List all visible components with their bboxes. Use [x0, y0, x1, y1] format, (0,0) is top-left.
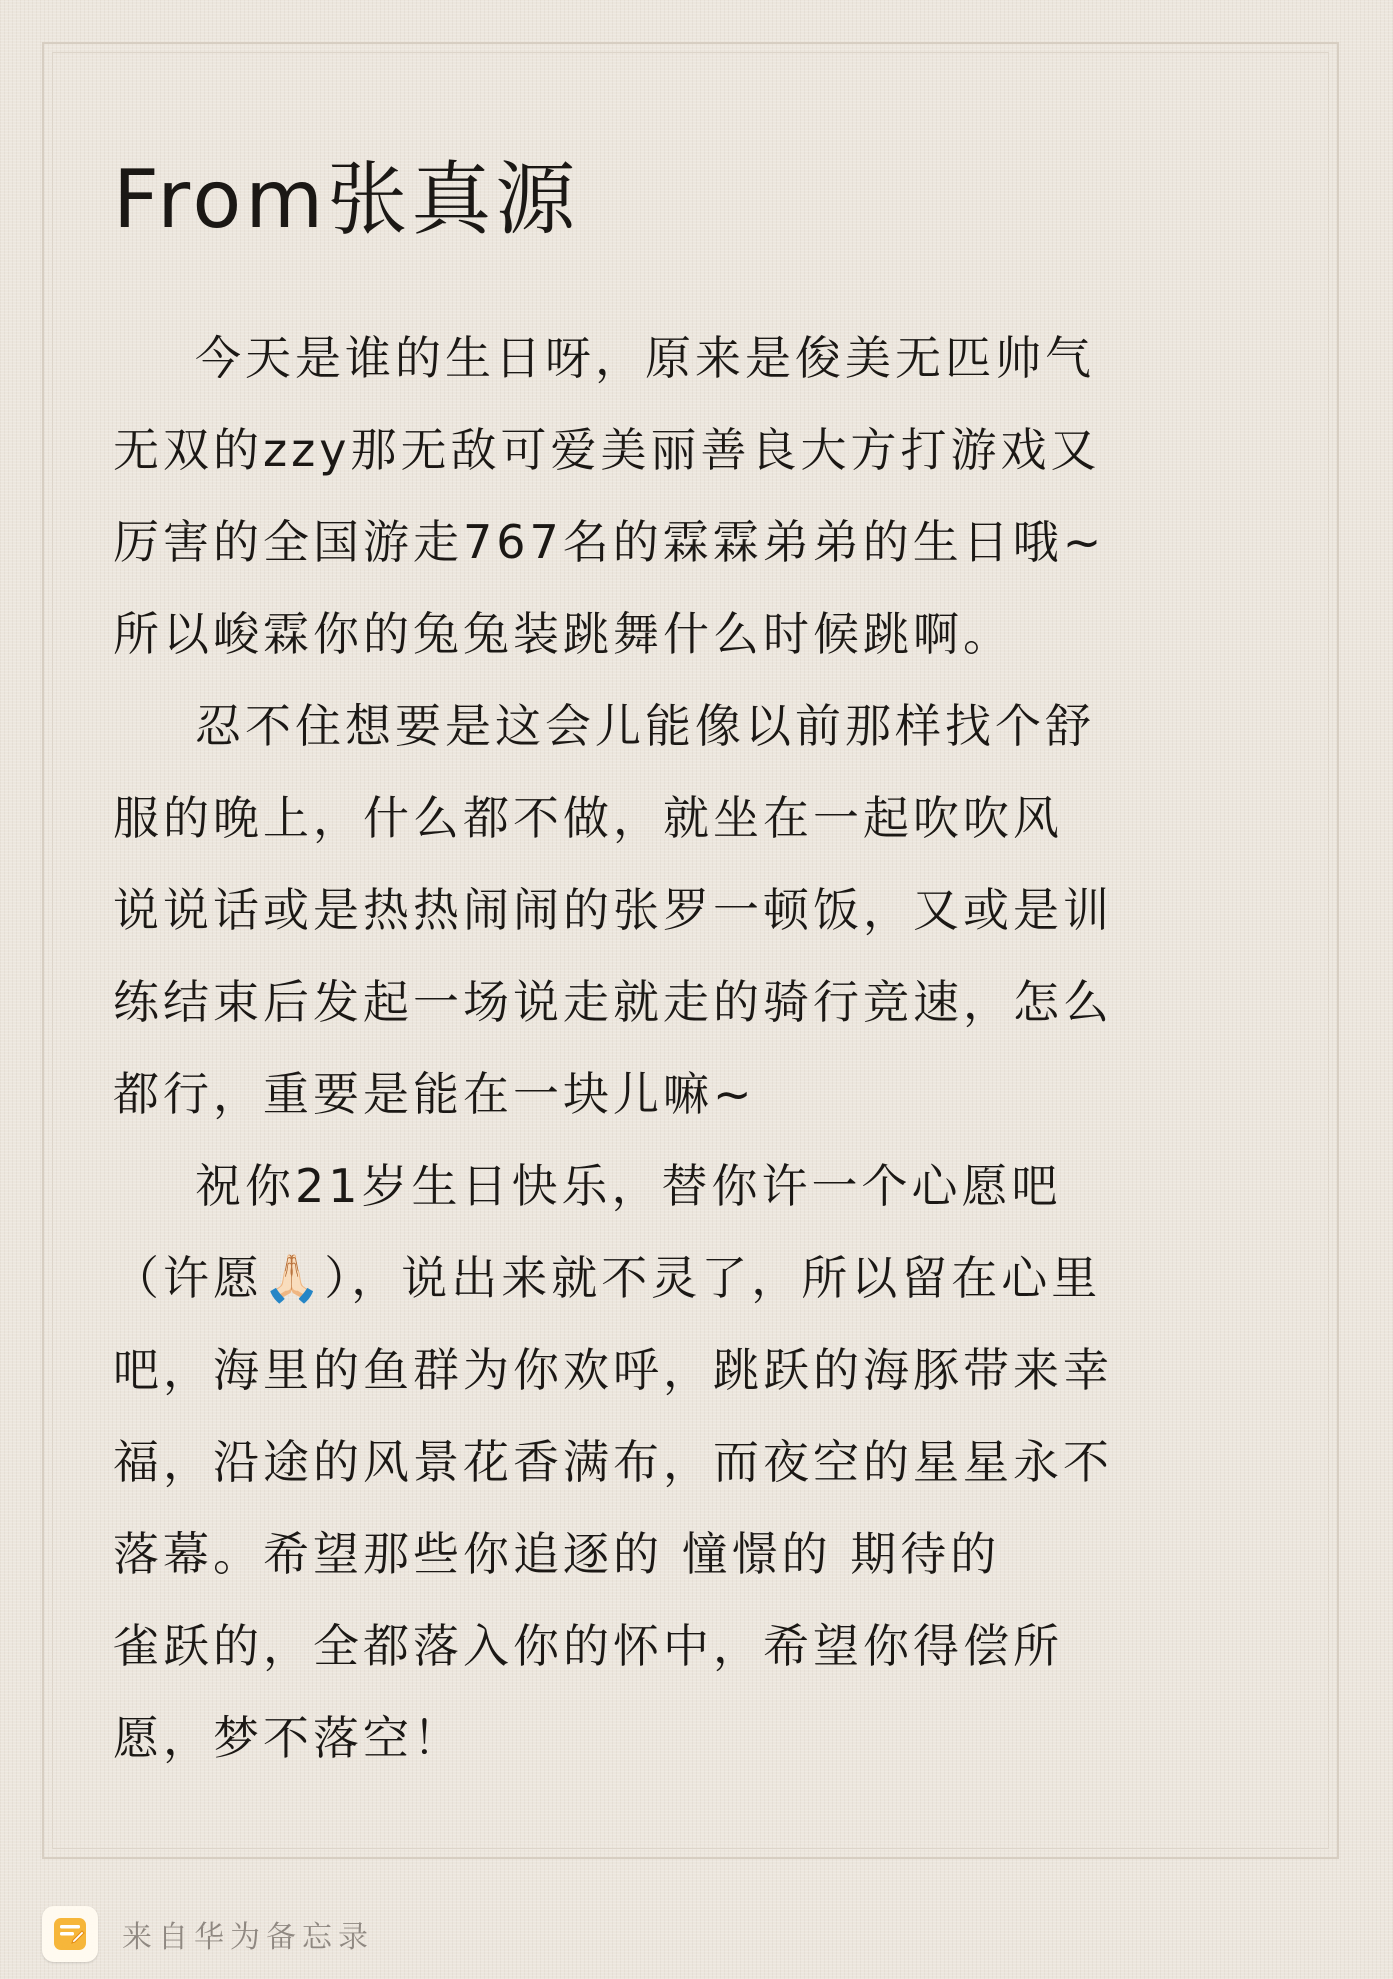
body-line: 今天是谁的生日呀，原来是俊美无匹帅气: [195, 331, 1095, 385]
body-line: （许愿🙏🏻），说出来就不灵了，所以留在心里: [113, 1251, 1102, 1305]
body-line: 厉害的全国游走767名的霖霖弟弟的生日哦~: [113, 515, 1106, 569]
body-line: 说说话或是热热闹闹的张罗一顿饭，又或是训: [113, 883, 1113, 937]
note-title: From张真源: [113, 153, 580, 246]
body-line: 落幕。希望那些你追逐的 憧憬的 期待的: [113, 1527, 1001, 1581]
body-line: 服的晚上，什么都不做，就坐在一起吹吹风: [113, 791, 1063, 845]
body-line: 愿，梦不落空！: [113, 1711, 463, 1765]
source-footer: [42, 1904, 374, 1964]
memo-app-icon: [42, 1906, 98, 1962]
source-label: 来自华为备忘录: [122, 1920, 374, 1955]
body-line: 福，沿途的风景花香满布，而夜空的星星永不: [113, 1435, 1113, 1489]
body-line: 吧，海里的鱼群为你欢呼，跳跃的海豚带来幸: [113, 1343, 1113, 1397]
body-line: 祝你21岁生日快乐，替你许一个心愿吧: [195, 1159, 1062, 1213]
body-line: 无双的zzy那无敌可爱美丽善良大方打游戏又: [113, 423, 1101, 477]
body-line: 所以峻霖你的兔兔装跳舞什么时候跳啊。: [113, 607, 1013, 661]
body-line: 雀跃的，全都落入你的怀中，希望你得偿所: [113, 1619, 1063, 1673]
note-body: [113, 320, 1233, 1792]
body-line: 练结束后发起一场说走就走的骑行竞速，怎么: [113, 975, 1113, 1029]
body-line: 忍不住想要是这会儿能像以前那样找个舒: [195, 699, 1095, 753]
body-line: 都行，重要是能在一块儿嘛~: [113, 1067, 756, 1121]
